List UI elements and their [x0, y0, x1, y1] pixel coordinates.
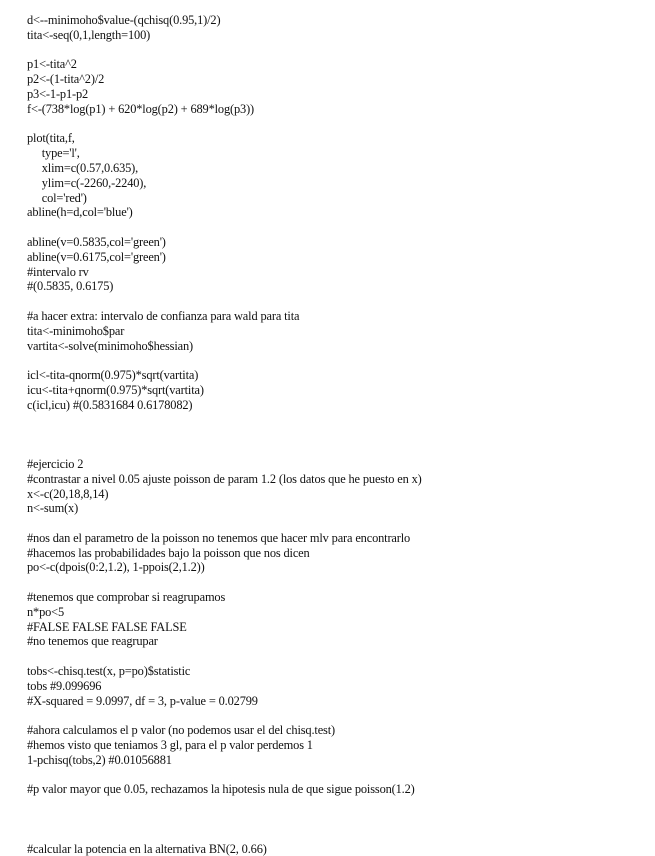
code-line	[27, 516, 647, 531]
code-line: #p valor mayor que 0.05, rechazamos la hipotesis nula de que sigue poisson(1.2)	[27, 782, 415, 797]
code-line: d<--minimoho$value-(qchisq(0.95,1)/2)	[27, 13, 221, 27]
code-line: p2<-(1-tita^2)/2	[27, 72, 105, 87]
code-line: tobs #9.099696	[27, 678, 102, 693]
code-line: vartita<-solve(minimoho$hessian)	[27, 338, 193, 353]
code-line: plot(tita,f,	[27, 131, 75, 146]
code-line: tita<-seq(0,1,length=100)	[27, 27, 151, 42]
code-line: #hacemos las probabilidades bajo la poisson que nos dicen	[27, 545, 310, 560]
code-line: #no tenemos que reagrupar	[27, 634, 158, 649]
code-line: #X-squared = 9.0997, df = 3, p-value = 0.02799	[27, 693, 258, 708]
code-line: #FALSE FALSE FALSE FALSE	[27, 619, 187, 634]
code-line	[27, 768, 647, 783]
code-line: #tenemos que comprobar si reagrupamos	[27, 590, 226, 605]
code-line: f<-(738*log(p1) + 620*log(p2) + 689*log(p3))	[27, 101, 255, 116]
code-line: #intervalo rv	[27, 264, 89, 279]
code-line: #nos dan el parametro de la poisson no tenemos que hacer mlv para encontrarlo	[27, 530, 411, 545]
code-line: xlim=c(0.57,0.635),	[27, 160, 139, 175]
code-line: tita<-minimoho$par	[27, 323, 125, 338]
code-line: p3<-1-p1-p2	[27, 86, 89, 101]
code-line: x<-c(20,18,8,14)	[27, 486, 109, 501]
code-line: c(icl,icu) #(0.5831684 0.6178082)	[27, 397, 193, 412]
code-text	[27, 13, 647, 856]
code-line	[27, 708, 647, 723]
code-line: type='l',	[27, 146, 80, 161]
code-line: abline(v=0.6175,col='green')	[27, 249, 166, 264]
code-line: #ejercicio 2	[27, 456, 84, 471]
code-line: #a hacer extra: intervalo de confianza para wald para tita	[27, 308, 300, 323]
code-line: p1<-tita^2	[27, 57, 77, 72]
code-line	[27, 220, 647, 235]
code-line: #ahora calculamos el p valor (no podemos usar el del chisq.test)	[27, 723, 335, 738]
code-line: icu<-tita+qnorm(0.975)*sqrt(vartita)	[27, 382, 204, 397]
code-line: n<-sum(x)	[27, 501, 79, 516]
code-line	[27, 294, 647, 309]
code-line: icl<-tita-qnorm(0.975)*sqrt(vartita)	[27, 368, 199, 383]
code-line: tobs<-chisq.test(x, p=po)$statistic	[27, 664, 191, 679]
code-line	[27, 413, 647, 428]
code-line	[27, 427, 647, 442]
code-line: abline(v=0.5835,col='green')	[27, 234, 166, 249]
code-line: #hemos visto que teniamos 3 gl, para el p valor perdemos 1	[27, 738, 313, 753]
code-line: col='red')	[27, 190, 87, 205]
code-line	[27, 575, 647, 590]
code-line: 1-pchisq(tobs,2) #0.01056881	[27, 752, 172, 767]
code-line: ylim=c(-2260,-2240),	[27, 175, 147, 190]
code-line	[27, 43, 647, 58]
code-line: #calcular la potencia en la alternativa BN(2, 0.66)	[27, 841, 267, 856]
code-line: po<-c(dpois(0:2,1.2), 1-ppois(2,1.2))	[27, 560, 205, 575]
code-line	[27, 117, 647, 132]
code-line	[27, 442, 647, 457]
code-line	[27, 812, 647, 827]
code-line	[27, 353, 647, 368]
code-line: n*po<5	[27, 604, 65, 619]
code-line: abline(h=d,col='blue')	[27, 205, 133, 220]
code-line	[27, 797, 647, 812]
code-line: #(0.5835, 0.6175)	[27, 279, 114, 294]
code-line	[27, 649, 647, 664]
code-line: #contrastar a nivel 0.05 ajuste poisson de param 1.2 (los datos que he puesto en x)	[27, 471, 422, 486]
code-line	[27, 827, 647, 842]
